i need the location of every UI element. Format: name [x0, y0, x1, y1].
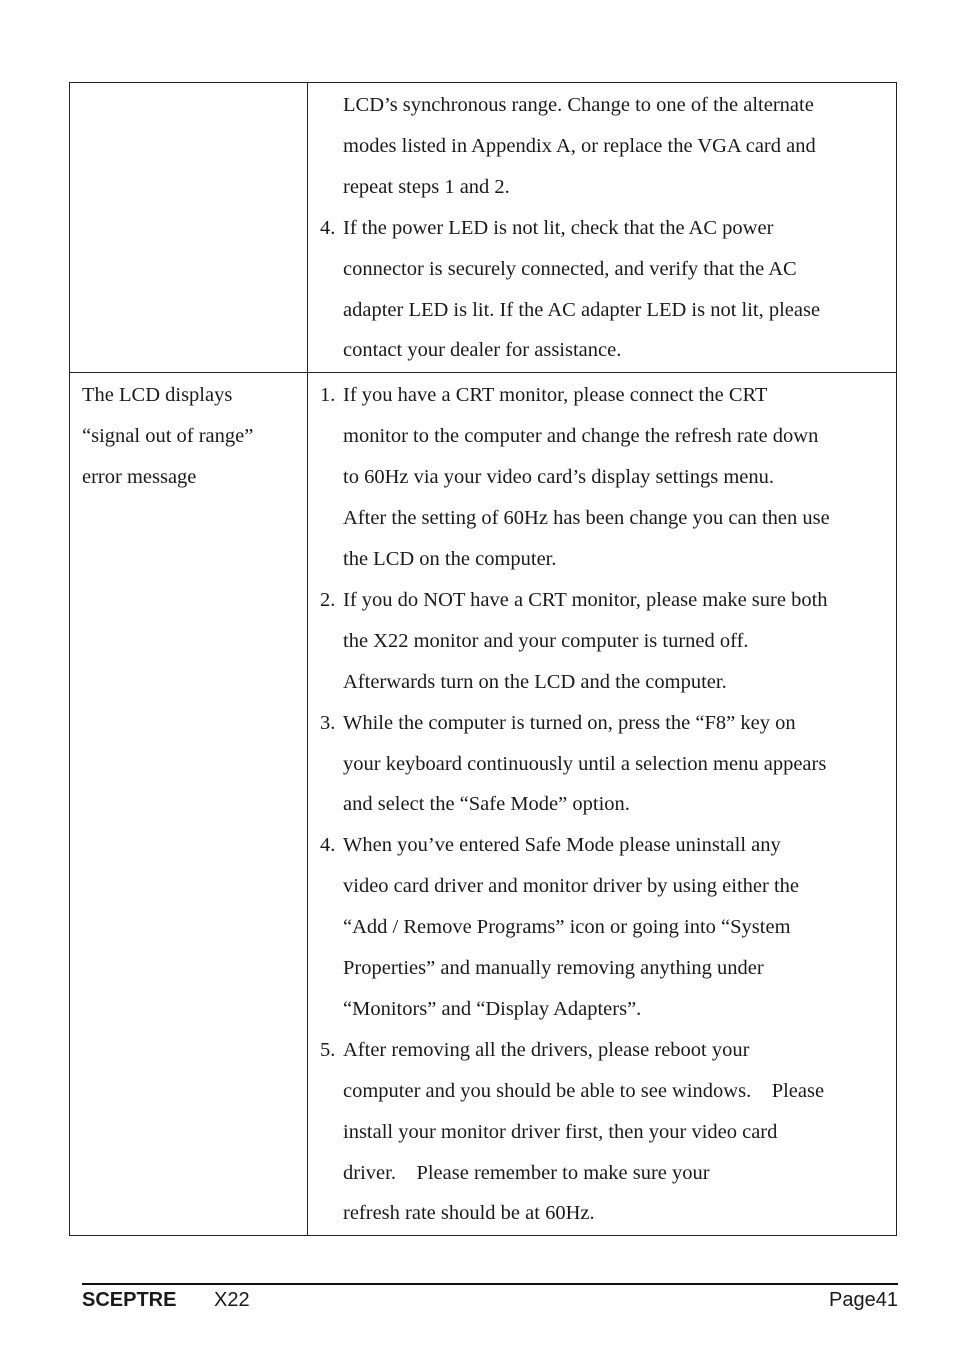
step-text: After removing all the drivers, please reboot your — [343, 1038, 750, 1061]
step-text: LCD’s synchronous range. Change to one of the alternate — [343, 94, 814, 116]
solution-line — [320, 662, 886, 703]
troubleshooting-table — [69, 82, 897, 1236]
table-row — [70, 83, 897, 373]
step-text: Properties” and manually removing anything under — [343, 957, 764, 980]
solution-line — [320, 85, 886, 126]
footer-model: X22 — [214, 1289, 250, 1311]
step-text: When you’ve entered Safe Mode please uninstall any — [343, 834, 781, 857]
problem-line: The LCD displays — [82, 384, 233, 407]
solution-line — [320, 907, 886, 948]
solution-line — [320, 825, 886, 866]
step-text: refresh rate should be at 60Hz. — [343, 1202, 595, 1225]
solution-line — [320, 989, 886, 1030]
step-number: 4. — [320, 216, 336, 239]
solution-line — [320, 866, 886, 907]
solution-line — [320, 498, 886, 539]
step-text: While the computer is turned on, press the “F8” key on — [343, 711, 796, 734]
step-text: Afterwards turn on the LCD and the computer. — [343, 670, 727, 693]
step-number: 4. — [320, 834, 336, 857]
step-text: computer and you should be able to see windows. Please — [343, 1079, 825, 1102]
table-row — [70, 373, 897, 1236]
solution-line — [320, 290, 886, 331]
solution-line — [320, 784, 886, 825]
problem-line: “signal out of range” — [82, 425, 254, 448]
solution-line — [320, 167, 886, 208]
step-number: 2. — [320, 588, 336, 611]
table-body — [70, 83, 897, 1236]
solution-cell — [308, 83, 897, 373]
step-text: your keyboard continuously until a selection menu appears — [343, 752, 827, 775]
solution-line — [320, 580, 886, 621]
problem-cell — [70, 373, 308, 1236]
step-text: and select the “Safe Mode” option. — [343, 793, 630, 816]
step-text: If you have a CRT monitor, please connect the CRT — [343, 384, 768, 407]
step-number: 5. — [320, 1038, 336, 1061]
solution-line — [320, 744, 886, 785]
solution-line — [320, 1193, 886, 1234]
step-text: contact your dealer for assistance. — [343, 339, 622, 362]
step-text: After the setting of 60Hz has been change you can then use — [343, 507, 830, 530]
solution-line — [320, 249, 886, 290]
solution-line — [320, 1112, 886, 1153]
solution-line — [320, 1071, 886, 1112]
step-text: driver. Please remember to make sure your — [343, 1161, 710, 1184]
solution-line — [320, 703, 886, 744]
solution-line — [320, 1030, 886, 1071]
problem-cell — [70, 83, 308, 373]
solution-line — [320, 126, 886, 167]
step-text: adapter LED is lit. If the AC adapter LED is not lit, please — [343, 298, 821, 321]
solution-text — [308, 373, 896, 1235]
step-text: install your monitor driver first, then your video card — [343, 1120, 778, 1143]
solution-line — [320, 539, 886, 580]
step-text: video card driver and monitor driver by using either the — [343, 875, 799, 898]
step-text: the LCD on the computer. — [343, 547, 557, 570]
problem-line: error message — [82, 466, 197, 489]
footer-page-number: Page41 — [829, 1289, 898, 1311]
step-text: modes listed in Appendix A, or replace the VGA card and — [343, 134, 816, 157]
solution-cell — [308, 373, 897, 1236]
footer-brand: SCEPTRE — [82, 1289, 177, 1311]
page-footer — [82, 1289, 898, 1317]
step-number: 3. — [320, 711, 336, 734]
solution-line — [320, 330, 886, 371]
solution-line — [320, 457, 886, 498]
step-text: If the power LED is not lit, check that the AC power — [343, 216, 774, 239]
solution-text — [308, 83, 896, 372]
step-text: connector is securely connected, and verify that the AC — [343, 257, 797, 280]
step-text: “Monitors” and “Display Adapters”. — [343, 997, 642, 1020]
solution-line — [320, 208, 886, 249]
solution-line — [320, 1153, 886, 1194]
problem-text — [70, 83, 307, 85]
step-text: repeat steps 1 and 2. — [343, 175, 510, 198]
step-text: to 60Hz via your video card’s display settings menu. — [343, 466, 774, 489]
step-text: monitor to the computer and change the refresh rate down — [343, 425, 819, 448]
step-text: If you do NOT have a CRT monitor, please make sure both — [343, 588, 828, 611]
solution-line — [320, 416, 886, 457]
step-text: the X22 monitor and your computer is turned off. — [343, 629, 749, 652]
solution-line — [320, 621, 886, 662]
solution-line — [320, 375, 886, 416]
step-number: 1. — [320, 384, 336, 407]
solution-line — [320, 948, 886, 989]
step-text: “Add / Remove Programs” icon or going into “System — [343, 916, 791, 939]
problem-text — [70, 373, 307, 498]
footer-rule — [82, 1283, 898, 1285]
